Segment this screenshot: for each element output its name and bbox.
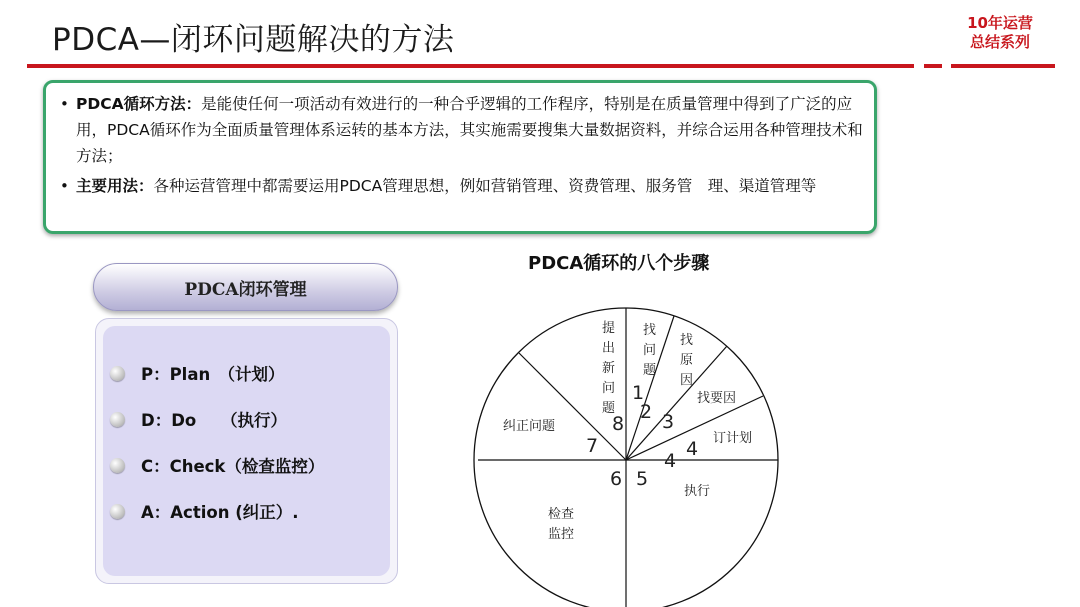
intro-item-method-text: 是能使任何一项活动有效进行的一种合乎逻辑的工作程序，特别是在质量管理中得到了广泛的应用，PDCA循环作为全面质量管理体系运转的基本方法，其实施需要搜集大量数据资料，并综合运用各种管理技术和方法； xyxy=(76,95,863,165)
intro-item-usage-label: 主要用法： xyxy=(76,177,154,195)
seg-number-6: 6 xyxy=(610,468,623,490)
step-check-label: C：Check（检查监控） xyxy=(141,457,325,476)
seg-label-correct: 纠正问题 xyxy=(503,419,556,434)
pie-title: PDCA循环的八个步骤 xyxy=(528,253,710,274)
page-title: PDCA—闭环问题解决的方法 xyxy=(52,22,455,58)
seg-label-key-cause: 找要因 xyxy=(697,391,737,406)
badge-line-1: 10年运营 xyxy=(967,14,1033,32)
seg-number-8: 8 xyxy=(612,413,625,435)
seg-number-2: 2 xyxy=(640,401,653,423)
seg-label-propose: 提出新问题 xyxy=(602,321,616,416)
intro-item-method-label: PDCA循环方法： xyxy=(76,95,202,113)
step-do-label: D：Do （执行） xyxy=(141,411,287,430)
loop-title: PDCA闭环管理 xyxy=(93,263,398,311)
seg-label-check: 检查监控 xyxy=(548,507,575,542)
bullet-icon: • xyxy=(60,177,69,195)
seg-label-find-cause: 找原因 xyxy=(680,333,694,388)
seg-number-1: 1 xyxy=(632,382,645,404)
seg-number-3: 3 xyxy=(662,411,675,433)
seg-label-find-problem: 找问题 xyxy=(643,323,657,378)
seg-label-plan: 订计划 xyxy=(713,431,753,446)
seg-label-execute: 执行 xyxy=(684,484,711,499)
seg-number-7: 7 xyxy=(586,435,599,457)
step-action-label: A：Action (纠正）. xyxy=(141,503,299,522)
seg-number-5: 5 xyxy=(636,468,649,490)
badge-line-2: 总结系列 xyxy=(969,33,1030,51)
seg-number-4b: 4 xyxy=(664,450,677,472)
step-plan-label: P：Plan （计划） xyxy=(141,365,285,384)
seg-number-4a: 4 xyxy=(686,438,699,460)
bullet-icon: • xyxy=(60,95,69,113)
intro-item-usage-text: 各种运营管理中都需要运用PDCA管理思想，例如营销管理、资费管理、服务管 理、渠道管理等 xyxy=(153,177,817,195)
